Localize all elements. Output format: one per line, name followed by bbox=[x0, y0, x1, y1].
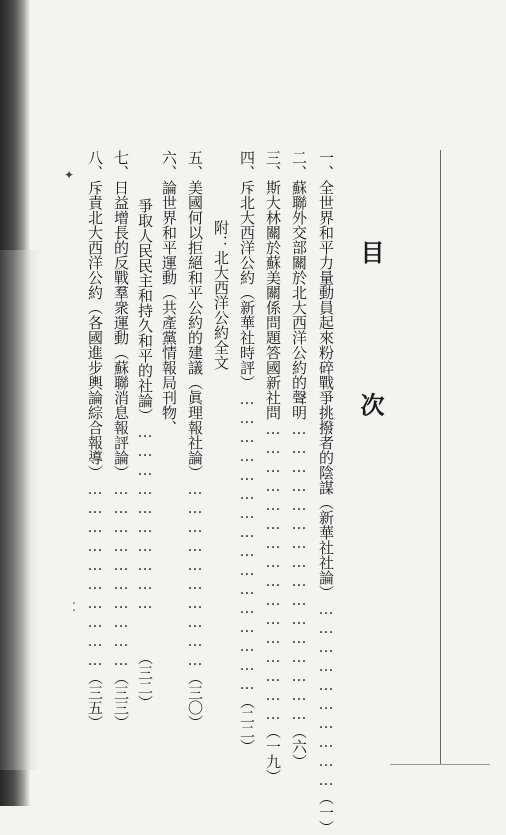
toc-annex bbox=[208, 150, 234, 710]
toc-entry-8 bbox=[82, 150, 108, 730]
entry-number: 四、 bbox=[238, 150, 256, 180]
toc-entry-7 bbox=[108, 150, 134, 730]
toc-entry-1 bbox=[313, 150, 339, 835]
dot-leader: ………………………… bbox=[86, 480, 104, 670]
page-title: 目 次 bbox=[356, 240, 385, 477]
entry-title: 日益增長的反戰羣衆運動（蘇聯消息報評論） bbox=[112, 180, 130, 480]
entry-title: 斥責北大西洋公約（各國進步輿論綜合報導） bbox=[86, 180, 104, 480]
entry-title: 全世界和平力量動員起來粉碎戰爭挑撥者的陰謀（新華社社論） bbox=[317, 180, 335, 600]
entry-page: （三三） bbox=[112, 670, 130, 730]
entry-title: 斥北大西洋公約（新華社時評） bbox=[238, 180, 256, 390]
toc-entry-6 bbox=[156, 150, 182, 710]
toc-entry-5 bbox=[182, 150, 208, 730]
dot-leader: ………………………… bbox=[112, 480, 130, 670]
entry-number: 七、 bbox=[112, 150, 130, 180]
entry-title: 附：北大西洋公約全文 bbox=[212, 220, 230, 370]
entry-page: （三〇） bbox=[186, 670, 204, 730]
entry-number: 二、 bbox=[290, 150, 308, 180]
dot-leader: ………………………………………… bbox=[238, 390, 256, 694]
entry-title: 斯大林關於蘇美關係問題答國新社問 bbox=[264, 180, 282, 420]
entry-page: （三五） bbox=[86, 670, 104, 730]
entry-number: 一、 bbox=[317, 150, 335, 180]
toc-entry-2 bbox=[286, 150, 312, 769]
margin-mark: ✦ bbox=[64, 168, 75, 182]
binding-line bbox=[440, 150, 441, 765]
entry-page: （一） bbox=[317, 790, 335, 835]
bottom-rule bbox=[390, 764, 490, 765]
entry-number: 八、 bbox=[86, 150, 104, 180]
entry-number: 三、 bbox=[264, 150, 282, 180]
entry-number: 六、 bbox=[160, 150, 178, 180]
dot-leader: ………………………… bbox=[186, 480, 204, 670]
entry-title: 爭取人民民主和持久和平的社論） bbox=[136, 198, 154, 423]
entry-number: 五、 bbox=[186, 150, 204, 180]
entry-title: 蘇聯外交部關於北大西洋公約的聲明 bbox=[290, 180, 308, 420]
toc-entry-3 bbox=[260, 150, 286, 784]
dot-leader: ………………………… bbox=[136, 423, 154, 613]
entry-page: （六） bbox=[290, 724, 308, 769]
dot-leader: ………………………………………… bbox=[264, 420, 282, 724]
entry-title: 論世界和平運動（共產黨情報局刊物、 bbox=[160, 180, 178, 435]
dot-leader: ………………………………………… bbox=[290, 420, 308, 724]
entry-title: 美國何以拒絕和平公約的建議（眞理報社論） bbox=[186, 180, 204, 480]
dot-leader: ………………………… bbox=[317, 600, 335, 790]
entry-page: （一九） bbox=[264, 724, 282, 784]
scanned-page-shadow bbox=[0, 250, 40, 770]
margin-mark: ⁚ bbox=[72, 600, 76, 614]
toc-entry-6-continued bbox=[132, 150, 158, 710]
toc-entry-4 bbox=[234, 150, 260, 754]
entry-page: （二二） bbox=[238, 694, 256, 754]
entry-page: （三二） bbox=[136, 650, 154, 710]
